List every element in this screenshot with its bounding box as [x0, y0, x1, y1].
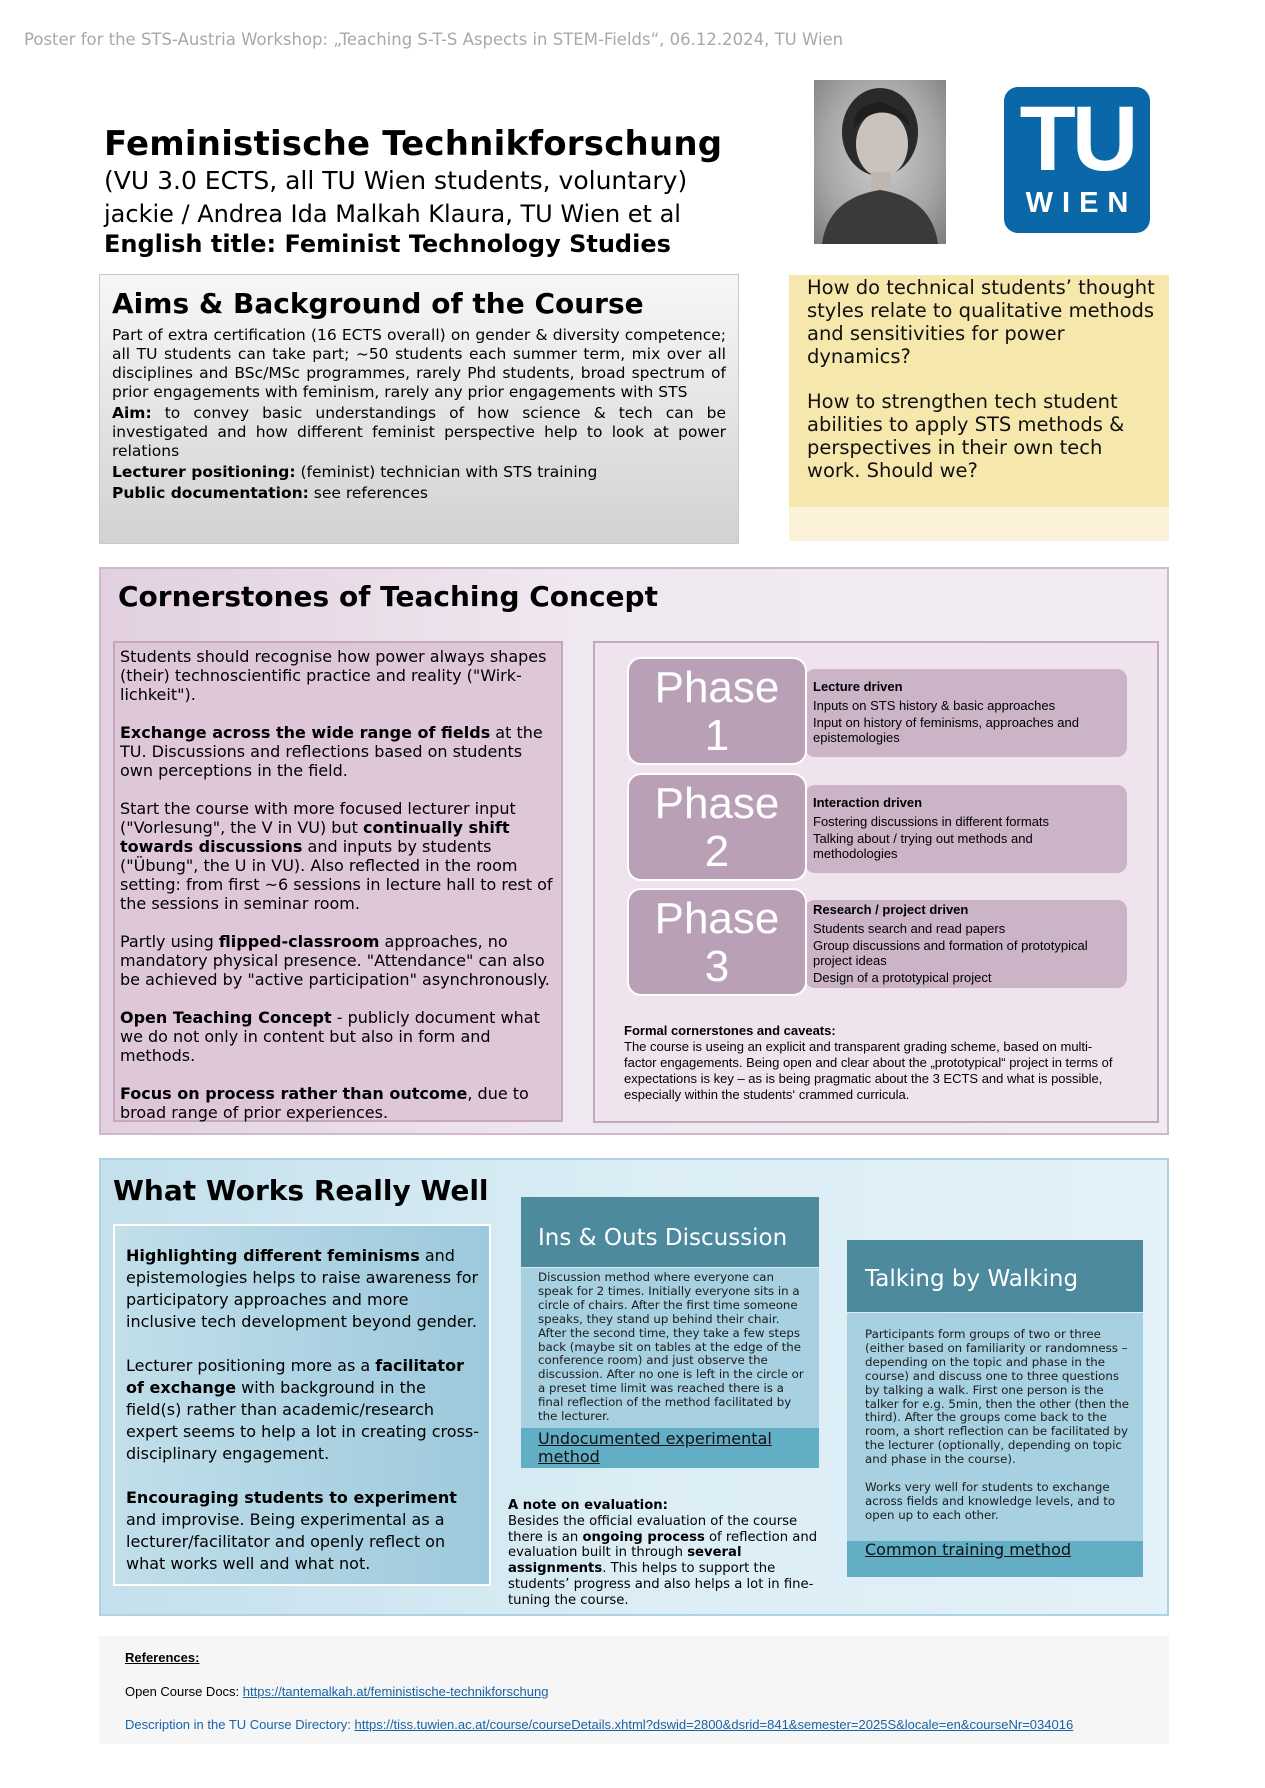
formal-text: The course is useing an explicit and transparent grading scheme, based on multi-factor engagements. Being open and clear about the „prototypical“ project in terms of expectations is key – as is being pragmatic about the 3 ECTS and what is possible, especially within the students‘ crammed curricula. [624, 1039, 1113, 1102]
formal-cornerstones [624, 1023, 1124, 1103]
talking-walking-title: Talking by Walking [847, 1240, 1143, 1312]
corner-p5-rest: - publicly document what we do not only in content but also in form and methods. [120, 1008, 540, 1065]
questions-panel [789, 275, 1169, 507]
poster-title: Feministische Technikforschung [104, 124, 723, 164]
references-heading: References: [125, 1650, 200, 1665]
cornerstones-heading: Cornerstones of Teaching Concept [118, 580, 658, 613]
works-p2-rest: with background in the field(s) rather than academic/research expert seems to help a lot in creating cross-disciplinary engagement. [126, 1378, 480, 1463]
works-p3-bold: Encouraging students to experiment [126, 1488, 457, 1507]
reference-course-docs [125, 1684, 548, 1699]
phase-3-item: Group discussions and formation of prototypical project ideas [813, 938, 1088, 968]
corner-p4-bold: flipped-classroom [218, 932, 380, 951]
phase-2-item: Fostering discussions in different formats [813, 814, 1050, 829]
eval-heading: A note on evaluation: [508, 1498, 668, 1513]
phase-3-details [805, 900, 1127, 988]
phase-2-details [805, 785, 1127, 873]
ins-outs-body: Discussion method where everyone can speak for 2 times. Initially everyone sits in a circle of chairs. After the first time someone speaks, they stand up behind their chair. After the second time, they take a few steps back (maybe sit on tables at the edge of the conference room) and just observe the discussion. After no one is left in the circle or a preset time limit was reached there is a final reflection of the method facilitated by the lecturer. [521, 1268, 819, 1428]
corner-p3 [120, 799, 555, 913]
phase-1-item: Inputs on STS history & basic approaches [813, 698, 1056, 713]
walk-body-2: Works very well for students to exchange across fields and knowledge levels, and to open up to each other. [865, 1480, 1116, 1522]
cornerstones-text [113, 641, 563, 1122]
works-p1 [126, 1245, 479, 1333]
aims-heading: Aims & Background of the Course [112, 287, 644, 320]
phase-2-item: Talking about / trying out methods and methodologies [813, 831, 1033, 861]
author-portrait [814, 80, 946, 244]
phase-2-label: Phase [654, 779, 780, 828]
corner-p4 [120, 932, 555, 989]
phase-1-label: Phase [654, 663, 780, 712]
talking-walking-method-link[interactable]: Common training method [847, 1541, 1143, 1577]
phase-1-number: 1 [704, 711, 730, 760]
corner-p5-bold: Open Teaching Concept [120, 1008, 332, 1027]
aim-text: to convey basic understandings of how science & tech can be investigated and how different feminist perspective help to look at power relations [112, 404, 726, 460]
walk-body-1: Participants form groups of two or three (either based on familiarity or randomness – depending on the topic and phase in the course) and discuss one to three questions by talking a walk. First one person is the talker for e.g. 5min, then the other (then the third). After the groups come back to the room, a short reflection can be facilitated by the lecturer (optionally, depending on topic and phase in the course). [865, 1327, 1130, 1467]
portrait-silhouette [814, 80, 946, 244]
corner-p4-rest: approaches, no mandatory physical presence. "Attendance" can also be achieved by "active participation" asynchronously. [120, 932, 550, 989]
aims-public [112, 484, 726, 503]
public-text: see references [308, 484, 428, 502]
ref-1-label: Open Course Docs: [125, 1684, 243, 1699]
corner-p3-bold: continually shift towards discussions [120, 818, 510, 856]
phase-3-badge [627, 888, 807, 996]
question-1: How do technical students’ thought styles relate to qualitative methods and sensitivities for power dynamics? [807, 276, 1155, 368]
works-heading: What Works Really Well [113, 1174, 489, 1207]
phase-1-item: Input on history of feminisms, approaches and epistemologies [813, 715, 1079, 745]
aims-panel [99, 274, 739, 544]
works-p2 [126, 1355, 479, 1465]
eval-text [508, 1514, 818, 1609]
ref-2-label: Description in the TU Course Directory: [125, 1717, 355, 1732]
phase-3-item: Design of a prototypical project [813, 970, 992, 985]
questions-strip [789, 507, 1169, 541]
phase-1-badge [627, 657, 807, 765]
works-p2-bold: facilitator of exchange [126, 1356, 464, 1397]
poster-subtitle: (VU 3.0 ECTS, all TU Wien students, voluntary) [104, 166, 688, 195]
logo-wien-text: WIEN [1025, 187, 1138, 219]
ins-outs-method-link[interactable]: Undocumented experimental method [521, 1428, 819, 1468]
phase-3-item: Students search and read papers [813, 921, 1006, 936]
works-p3-rest: and improvise. Being experimental as a lecturer/facilitator and openly reflect on what works well and what not. [126, 1510, 446, 1573]
works-p3 [126, 1487, 479, 1575]
aims-lecturer [112, 463, 726, 482]
corner-p3-rest: and inputs by students ("Übung", the U in VU). Also reflected in the room setting: from first ~6 sessions in lecture hall to rest of the sessions in seminar room. [120, 837, 553, 913]
corner-p1: Students should recognise how power always shapes (their) technoscientific practice and reality ("Wirk-lichkeit"). [120, 647, 547, 704]
works-p1-bold: Highlighting different feminisms [126, 1246, 420, 1265]
aim-label: Aim: [112, 404, 152, 422]
eval-mid: of reflection and evaluation built in through [508, 1529, 818, 1561]
corner-p6-bold: Focus on process rather than outcome [120, 1084, 468, 1103]
logo-tu-text: TU [1019, 88, 1135, 190]
corner-p3-start: Start the course with more focused lecturer input ("Vorlesung", the V in VU) but [120, 799, 516, 837]
lecturer-label: Lecturer positioning: [112, 463, 296, 481]
course-docs-link[interactable]: https://tantemalkah.at/feministische-technikforschung [242, 1684, 549, 1699]
corner-p5 [120, 1008, 555, 1065]
reference-course-directory [125, 1717, 1073, 1732]
eval-bold-2: several assignments [508, 1545, 742, 1577]
corner-p2-rest: at the TU. Discussions and reflections based on students own perceptions in the field. [120, 723, 543, 780]
phase-3-heading: Research / project driven [813, 902, 969, 917]
aims-aim [112, 404, 726, 461]
phase-2-heading: Interaction driven [813, 795, 923, 810]
public-label: Public documentation: [112, 484, 309, 502]
eval-start: Besides the official evaluation of the course there is an [508, 1513, 798, 1545]
course-directory-link[interactable]: https://tiss.tuwien.ac.at/course/courseDetails.xhtml?dswid=2800&dsrid=841&semester=2025S&locale=en&courseNr=034016 [354, 1717, 1074, 1732]
formal-heading: Formal cornerstones and caveats: [624, 1023, 836, 1038]
header-note: Poster for the STS-Austria Workshop: „Teaching S-T-S Aspects in STEM-Fields“, 06.12.2024, TU Wien [24, 30, 844, 49]
eval-bold-1: ongoing process [582, 1529, 705, 1545]
corner-p6 [120, 1084, 555, 1122]
phase-1-details [805, 669, 1127, 757]
lecturer-text: (feminist) technician with STS training [295, 463, 598, 481]
evaluation-note [508, 1498, 818, 1609]
corner-p4-start: Partly using [120, 932, 219, 951]
talking-walking-body [847, 1313, 1143, 1541]
phase-2-number: 2 [704, 827, 730, 876]
poster-authors: jackie / Andrea Ida Malkah Klaura, TU Wien et al [104, 200, 681, 228]
english-title: English title: Feminist Technology Studies [104, 230, 671, 258]
eval-rest: . This helps to support the students’ progress and also helps a lot in fine-tuning the course. [508, 1561, 814, 1608]
ins-outs-title: Ins & Outs Discussion [521, 1197, 819, 1267]
corner-p2-bold: Exchange across the wide range of fields [120, 723, 491, 742]
works-p1-rest: and epistemologies helps to raise awareness for participatory approaches and more inclusive tech development beyond gender. [126, 1246, 479, 1331]
works-p2-start: Lecturer positioning more as a [126, 1356, 376, 1375]
phase-2-badge [627, 773, 807, 881]
corner-p6-rest: , due to broad range of prior experiences. [120, 1084, 529, 1122]
corner-p2 [120, 723, 555, 780]
tu-wien-logo [1004, 87, 1150, 233]
aims-intro: Part of extra certification (16 ECTS overall) on gender & diversity competence; all TU students can take part; ~50 students each summer term, mix over all disciplines and BSc/MSc programmes, rarely Phd students, broad spectrum of prior engagements with feminism, rarely any prior engagements with STS [112, 326, 726, 401]
question-2: How to strengthen tech student abilities to apply STS methods & perspectives in their own tech work. Should we? [807, 390, 1125, 482]
phase-3-label: Phase [654, 894, 780, 943]
works-text [113, 1224, 491, 1586]
phase-1-heading: Lecture driven [813, 679, 903, 694]
phase-3-number: 3 [704, 942, 730, 991]
